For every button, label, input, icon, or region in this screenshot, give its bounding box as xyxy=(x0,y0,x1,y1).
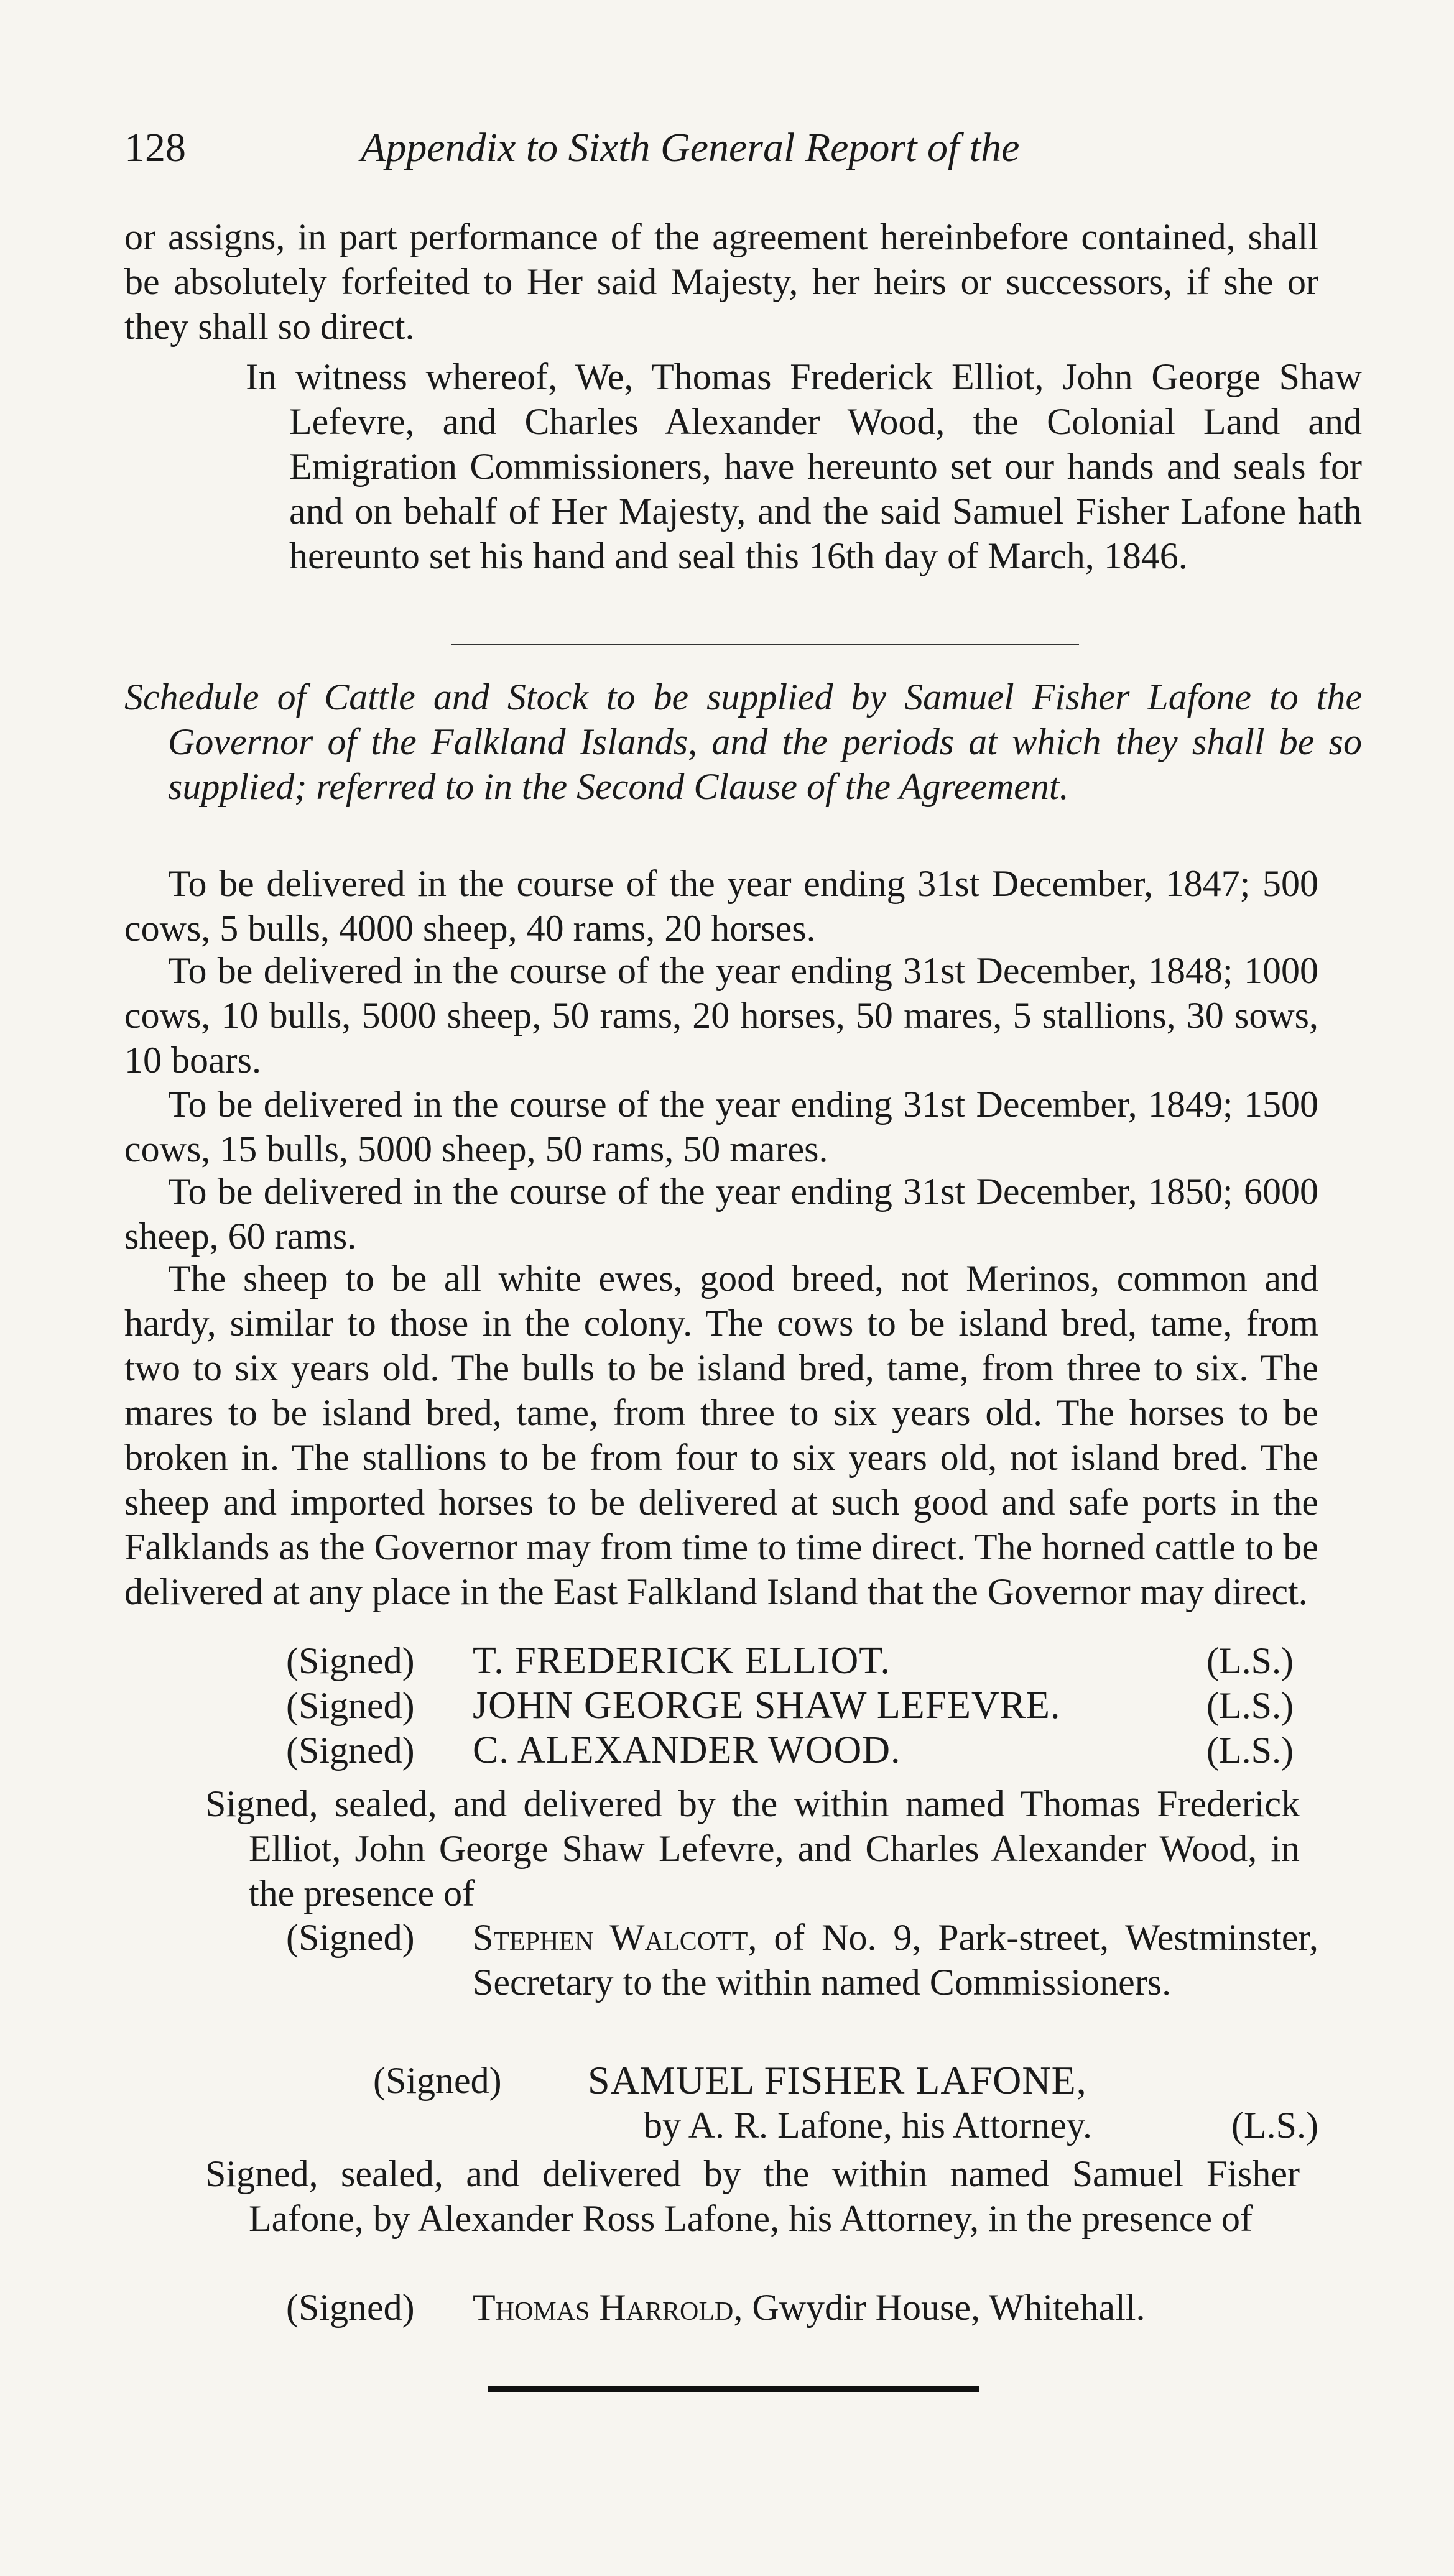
signatory-name: C. ALEXANDER WOOD. xyxy=(473,1729,901,1771)
witness-harrold-text xyxy=(473,2285,1145,2330)
section-divider xyxy=(451,644,1079,645)
closing-rule xyxy=(488,2386,979,2392)
seal-mark: (L.S.) xyxy=(1231,2105,1318,2146)
signature-elliot xyxy=(286,1638,1294,1683)
lafone-signature xyxy=(373,2058,1318,2151)
running-head: Appendix to Sixth General Report of the xyxy=(361,125,1020,170)
page-header xyxy=(124,124,1331,180)
signature-wood xyxy=(286,1728,1294,1773)
page-number: 128 xyxy=(124,125,186,170)
seal-mark: (L.S.) xyxy=(1206,1730,1294,1771)
signatory-name: JOHN GEORGE SHAW LEFEVRE. xyxy=(473,1684,1061,1727)
conditions-paragraph: The sheep to be all white ewes, good breed, not Merinos, common and hardy, similar to those in the colony. The cows to be island bred, tame, from two to six years old. The bulls to be island bred, tame, from three to six. The mares to be island bred, tame, from three to six years old. The horses to be broken in. The stallions to be from four to six years old, not island bred. The sheep and imported horses to be delivered at such good and safe ports in the Falklands as the Governor may from time to time direct. The horned cattle to be delivered at any place in the East Falkland Island that the Governor may direct. xyxy=(124,1258,1318,1612)
witness-details: , of No. 9, Park-street, Westminster, Secretary to the within named Commissioners. xyxy=(473,1917,1319,2003)
delivery-1849: To be delivered in the course of the year ending 31st December, 1849; 1500 cows, 15 bulls, 5000 sheep, 50 rams, 50 mares. xyxy=(124,1084,1318,1170)
schedule-heading: Schedule of Cattle and Stock to be supplied by Samuel Fisher Lafone to the Governor of the Falkland Islands, and the periods at which they shall be so supplied; referred to in the Second Clause of the Agreement. xyxy=(124,676,1362,807)
seal-mark: (L.S.) xyxy=(1206,1640,1294,1681)
signed-label: (Signed) xyxy=(286,1730,415,1771)
signature-lefevre xyxy=(286,1683,1294,1728)
witness-attestation-commissioners: Signed, sealed, and delivered by the within named Thomas Frederick Elliot, John George Shaw Lefevre, and Charles Alexander Wood, in the presence of xyxy=(205,1783,1300,1914)
witness-paragraph: In witness whereof, We, Thomas Frederick Elliot, John George Shaw Lefevre, and Charles Alexander Wood, the Colonial Land and Emigration Commissioners, have hereunto set our hands and seals for and on behalf of Her Majesty, and the said Samuel Fisher Lafone hath hereunto set his hand and seal this 16th day of March, 1846. xyxy=(246,356,1362,576)
signed-label: (Signed) xyxy=(286,1685,415,1726)
witness-name: Thomas Harrold xyxy=(473,2287,734,2328)
signed-label: (Signed) xyxy=(286,2287,415,2328)
witness-walcott-text xyxy=(473,1915,1318,2005)
seal-mark: (L.S.) xyxy=(1206,1685,1294,1726)
delivery-1850: To be delivered in the course of the year ending 31st December, 1850; 6000 sheep, 60 rams. xyxy=(124,1171,1318,1257)
lafone-name: SAMUEL FISHER LAFONE, xyxy=(588,2058,1087,2102)
witness-attestation-lafone: Signed, sealed, and delivered by the within named Samuel Fisher Lafone, by Alexander Ross Lafone, his Attorney, in the presence of xyxy=(205,2153,1300,2239)
signed-label: (Signed) xyxy=(286,1640,415,1681)
delivery-1848: To be delivered in the course of the year ending 31st December, 1848; 1000 cows, 10 bulls, 5000 sheep, 50 rams, 20 horses, 50 mares, 5 stallions, 30 sows, 10 boars. xyxy=(124,950,1318,1081)
signed-label: (Signed) xyxy=(286,1917,415,1958)
delivery-1847: To be delivered in the course of the year ending 31st December, 1847; 500 cows, 5 bulls, 4000 sheep, 40 rams, 20 horses. xyxy=(124,863,1318,949)
witness-details: , Gwydir House, Whitehall. xyxy=(733,2287,1146,2328)
opening-paragraph: or assigns, in part performance of the agreement hereinbefore contained, shall be absolutely forfeited to Her said Majesty, her heirs or successors, if she or they shall so direct. xyxy=(124,216,1318,347)
signatory-name: T. FREDERICK ELLIOT. xyxy=(473,1640,891,1682)
signed-label: (Signed) xyxy=(373,2060,502,2101)
witness-name: Stephen Walcott xyxy=(473,1917,748,1958)
lafone-by-line: by A. R. Lafone, his Attorney. xyxy=(644,2105,1093,2146)
